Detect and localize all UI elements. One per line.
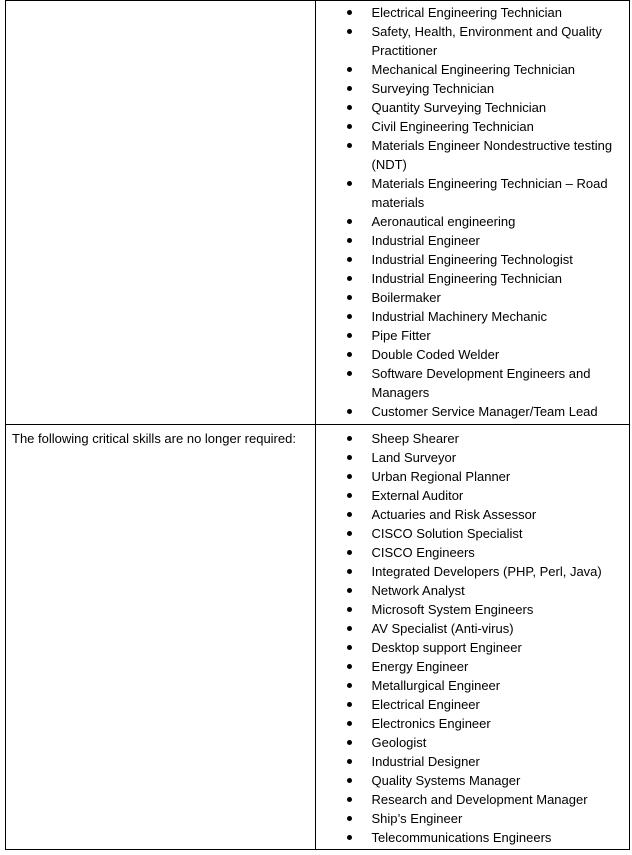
- list-item: [316, 79, 629, 98]
- bullet-icon: [316, 581, 371, 600]
- list-item: [316, 250, 629, 269]
- list-item-text: Sheep Shearer: [371, 431, 459, 446]
- list-item-text: Quality Systems Manager: [371, 773, 521, 788]
- list-item-text: CISCO Engineers: [371, 545, 475, 560]
- list-item-text: AV Specialist (Anti-virus): [371, 621, 514, 636]
- left-cell: [6, 1, 316, 425]
- bullet-icon: [316, 326, 371, 345]
- list-item-text: Desktop support Engineer: [371, 640, 522, 655]
- list-item-text: Industrial Engineering Technician: [371, 271, 563, 286]
- bullet-icon: [316, 543, 371, 562]
- skills-table: [5, 0, 630, 850]
- list-item: [316, 288, 629, 307]
- list-item-text: Metallurgical Engineer: [371, 678, 501, 693]
- list-item: [316, 448, 629, 467]
- list-item-text: Energy Engineer: [371, 659, 469, 674]
- list-item-text: Geologist: [371, 735, 427, 750]
- bullet-icon: [316, 288, 371, 307]
- list-item: [316, 60, 629, 79]
- list-item-text: External Auditor: [371, 488, 464, 503]
- list-item-text: Electrical Engineering Technician: [371, 5, 563, 20]
- list-item-text: Pipe Fitter: [371, 328, 431, 343]
- list-item: [316, 136, 629, 174]
- right-cell: [316, 1, 630, 425]
- list-item: [316, 307, 629, 326]
- list-item: [316, 117, 629, 136]
- list-item: [316, 429, 629, 448]
- list-item: [316, 733, 629, 752]
- list-item: [316, 695, 629, 714]
- bullet-icon: [316, 98, 371, 117]
- list-item: [316, 345, 629, 364]
- list-item: [316, 676, 629, 695]
- bullet-icon: [316, 60, 371, 79]
- bullet-icon: [316, 524, 371, 543]
- bullet-icon: [316, 117, 371, 136]
- list-item: [316, 326, 629, 345]
- list-item: [316, 600, 629, 619]
- list-item: [316, 22, 629, 60]
- bullet-icon: [316, 714, 371, 733]
- list-item-text: Surveying Technician: [371, 81, 495, 96]
- list-item-text: Industrial Engineer: [371, 233, 480, 248]
- list-item: [316, 543, 629, 562]
- bullet-icon: [316, 695, 371, 714]
- skills-list: [316, 425, 629, 849]
- bullet-icon: [316, 733, 371, 752]
- list-item-text: Software Development Engineers and Managers: [371, 366, 591, 400]
- list-item-text: Quantity Surveying Technician: [371, 100, 547, 115]
- right-cell: [316, 425, 630, 850]
- bullet-icon: [316, 790, 371, 809]
- list-item: [316, 505, 629, 524]
- bullet-icon: [316, 619, 371, 638]
- list-item: [316, 771, 629, 790]
- list-item-text: Aeronautical engineering: [371, 214, 516, 229]
- list-item: [316, 269, 629, 288]
- bullet-icon: [316, 3, 371, 22]
- left-cell: [6, 425, 316, 850]
- bullet-icon: [316, 250, 371, 269]
- list-item: [316, 714, 629, 733]
- list-item-text: Land Surveyor: [371, 450, 457, 465]
- list-item-text: Telecommunications Engineers: [371, 830, 552, 845]
- list-item: [316, 231, 629, 250]
- list-item-text: Materials Engineering Technician – Road materials: [371, 176, 608, 210]
- bullet-icon: [316, 467, 371, 486]
- list-item: [316, 828, 629, 847]
- bullet-icon: [316, 79, 371, 98]
- list-item-text: Industrial Designer: [371, 754, 480, 769]
- left-cell-label: [6, 1, 315, 5]
- bullet-icon: [316, 600, 371, 619]
- list-item: [316, 486, 629, 505]
- list-item: [316, 657, 629, 676]
- bullet-icon: [316, 364, 371, 383]
- list-item-text: Ship’s Engineer: [371, 811, 463, 826]
- bullet-icon: [316, 345, 371, 364]
- list-item-text: Civil Engineering Technician: [371, 119, 534, 134]
- left-cell-label: The following critical skills are no longer required:: [12, 431, 296, 446]
- bullet-icon: [316, 809, 371, 828]
- bullet-icon: [316, 231, 371, 250]
- bullet-icon: [316, 174, 371, 193]
- list-item-text: Microsoft System Engineers: [371, 602, 534, 617]
- bullet-icon: [316, 212, 371, 231]
- list-item: [316, 562, 629, 581]
- list-item: [316, 752, 629, 771]
- list-item: [316, 790, 629, 809]
- bullet-icon: [316, 269, 371, 288]
- bullet-icon: [316, 828, 371, 847]
- list-item-text: Actuaries and Risk Assessor: [371, 507, 537, 522]
- list-item: [316, 3, 629, 22]
- bullet-icon: [316, 771, 371, 790]
- list-item: [316, 524, 629, 543]
- list-item: [316, 174, 629, 212]
- bullet-icon: [316, 505, 371, 524]
- bullet-icon: [316, 402, 371, 421]
- list-item-text: Network Analyst: [371, 583, 465, 598]
- list-item: [316, 638, 629, 657]
- list-item: [316, 581, 629, 600]
- skills-list: [316, 1, 629, 424]
- bullet-icon: [316, 638, 371, 657]
- list-item: [316, 619, 629, 638]
- list-item-text: Boilermaker: [371, 290, 441, 305]
- list-item-text: Electronics Engineer: [371, 716, 491, 731]
- list-item-text: Double Coded Welder: [371, 347, 500, 362]
- list-item-text: Research and Development Manager: [371, 792, 588, 807]
- list-item: [316, 809, 629, 828]
- table-row: [6, 1, 630, 425]
- bullet-icon: [316, 562, 371, 581]
- bullet-icon: [316, 752, 371, 771]
- list-item-text: Urban Regional Planner: [371, 469, 511, 484]
- table-row: [6, 425, 630, 850]
- list-item: [316, 364, 629, 402]
- bullet-icon: [316, 22, 371, 41]
- list-item-text: Industrial Engineering Technologist: [371, 252, 573, 267]
- list-item-text: CISCO Solution Specialist: [371, 526, 523, 541]
- bullet-icon: [316, 307, 371, 326]
- bullet-icon: [316, 448, 371, 467]
- list-item-text: Customer Service Manager/Team Lead: [371, 404, 598, 419]
- list-item-text: Electrical Engineer: [371, 697, 480, 712]
- bullet-icon: [316, 429, 371, 448]
- list-item: [316, 467, 629, 486]
- bullet-icon: [316, 676, 371, 695]
- list-item: [316, 402, 629, 421]
- bullet-icon: [316, 136, 371, 155]
- list-item-text: Mechanical Engineering Technician: [371, 62, 576, 77]
- bullet-icon: [316, 486, 371, 505]
- bullet-icon: [316, 657, 371, 676]
- list-item-text: Integrated Developers (PHP, Perl, Java): [371, 564, 602, 579]
- list-item: [316, 98, 629, 117]
- list-item-text: Safety, Health, Environment and Quality Practitioner: [371, 24, 602, 58]
- list-item-text: Materials Engineer Nondestructive testing (NDT): [371, 138, 613, 172]
- list-item: [316, 212, 629, 231]
- list-item-text: Industrial Machinery Mechanic: [371, 309, 548, 324]
